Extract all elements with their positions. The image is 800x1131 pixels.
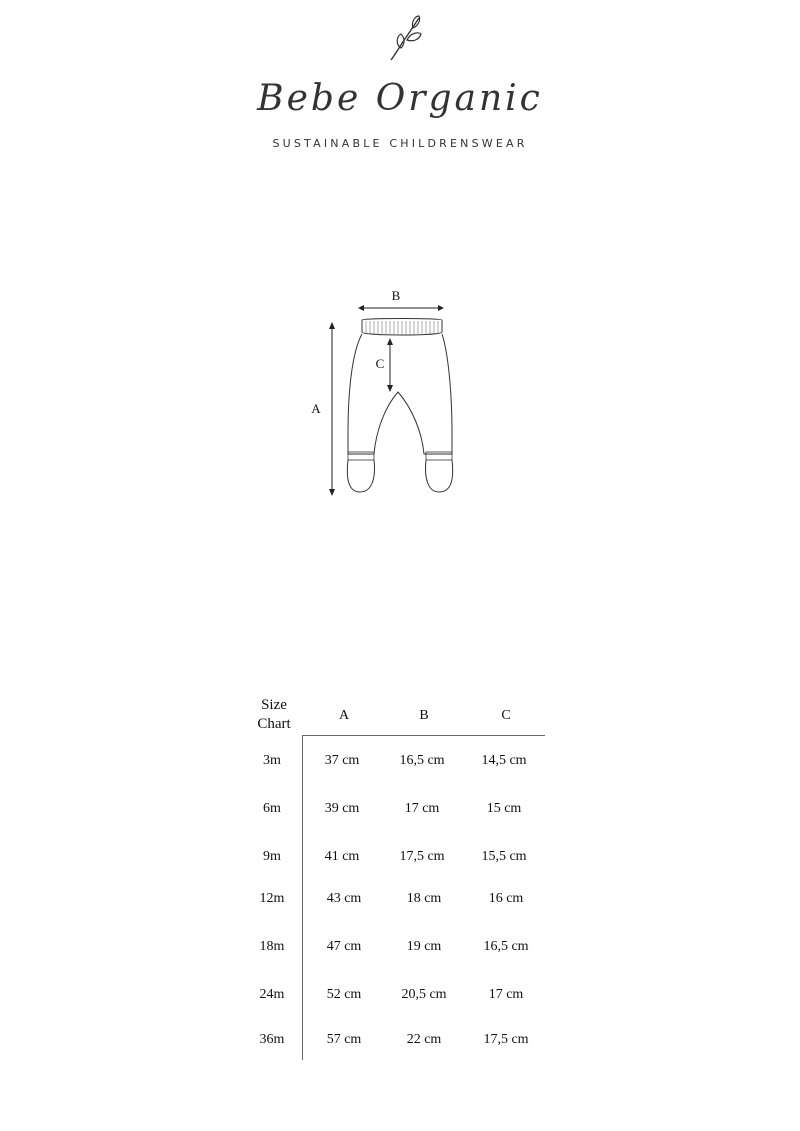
header-divider <box>302 735 545 736</box>
row-value-c: 15,5 cm <box>481 849 527 864</box>
row-value-a: 41 cm <box>324 849 360 864</box>
column-header-b: B <box>419 708 429 723</box>
row-size: 12m <box>259 891 285 906</box>
row-value-b: 16,5 cm <box>399 753 445 768</box>
size-column-divider <box>302 736 303 1060</box>
row-size: 24m <box>259 987 285 1002</box>
column-header-a: A <box>338 708 350 723</box>
row-size: 9m <box>263 849 281 864</box>
row-value-a: 39 cm <box>324 801 360 816</box>
brand-name: Bebe Organic <box>257 78 543 119</box>
row-size: 18m <box>259 939 285 954</box>
label-a: A <box>311 401 321 416</box>
row-value-c: 17,5 cm <box>483 1032 529 1047</box>
row-value-a: 47 cm <box>326 939 362 954</box>
row-value-b: 17,5 cm <box>399 849 445 864</box>
row-value-a: 52 cm <box>326 987 362 1002</box>
label-c: C <box>375 356 385 371</box>
row-value-a: 57 cm <box>326 1032 362 1047</box>
size-chart-title-line2: Chart <box>257 716 291 732</box>
row-value-b: 17 cm <box>404 801 440 816</box>
row-value-a: 43 cm <box>326 891 362 906</box>
row-value-c: 17 cm <box>488 987 524 1002</box>
column-header-c: C <box>501 708 511 723</box>
size-chart-title-line1: Size <box>261 697 287 713</box>
row-value-b: 20,5 cm <box>401 987 447 1002</box>
row-value-b: 22 cm <box>406 1032 442 1047</box>
row-value-c: 16 cm <box>488 891 524 906</box>
row-size: 6m <box>263 801 281 816</box>
row-value-a: 37 cm <box>324 753 360 768</box>
row-size: 3m <box>263 753 281 768</box>
row-value-c: 15 cm <box>486 801 522 816</box>
brand-tagline: SUSTAINABLE CHILDRENSWEAR <box>272 137 528 150</box>
row-value-b: 19 cm <box>406 939 442 954</box>
row-value-c: 14,5 cm <box>481 753 527 768</box>
label-b: B <box>391 288 401 303</box>
row-value-b: 18 cm <box>406 891 442 906</box>
size-chart-title <box>248 696 300 734</box>
row-value-c: 16,5 cm <box>483 939 529 954</box>
row-size: 36m <box>259 1032 285 1047</box>
